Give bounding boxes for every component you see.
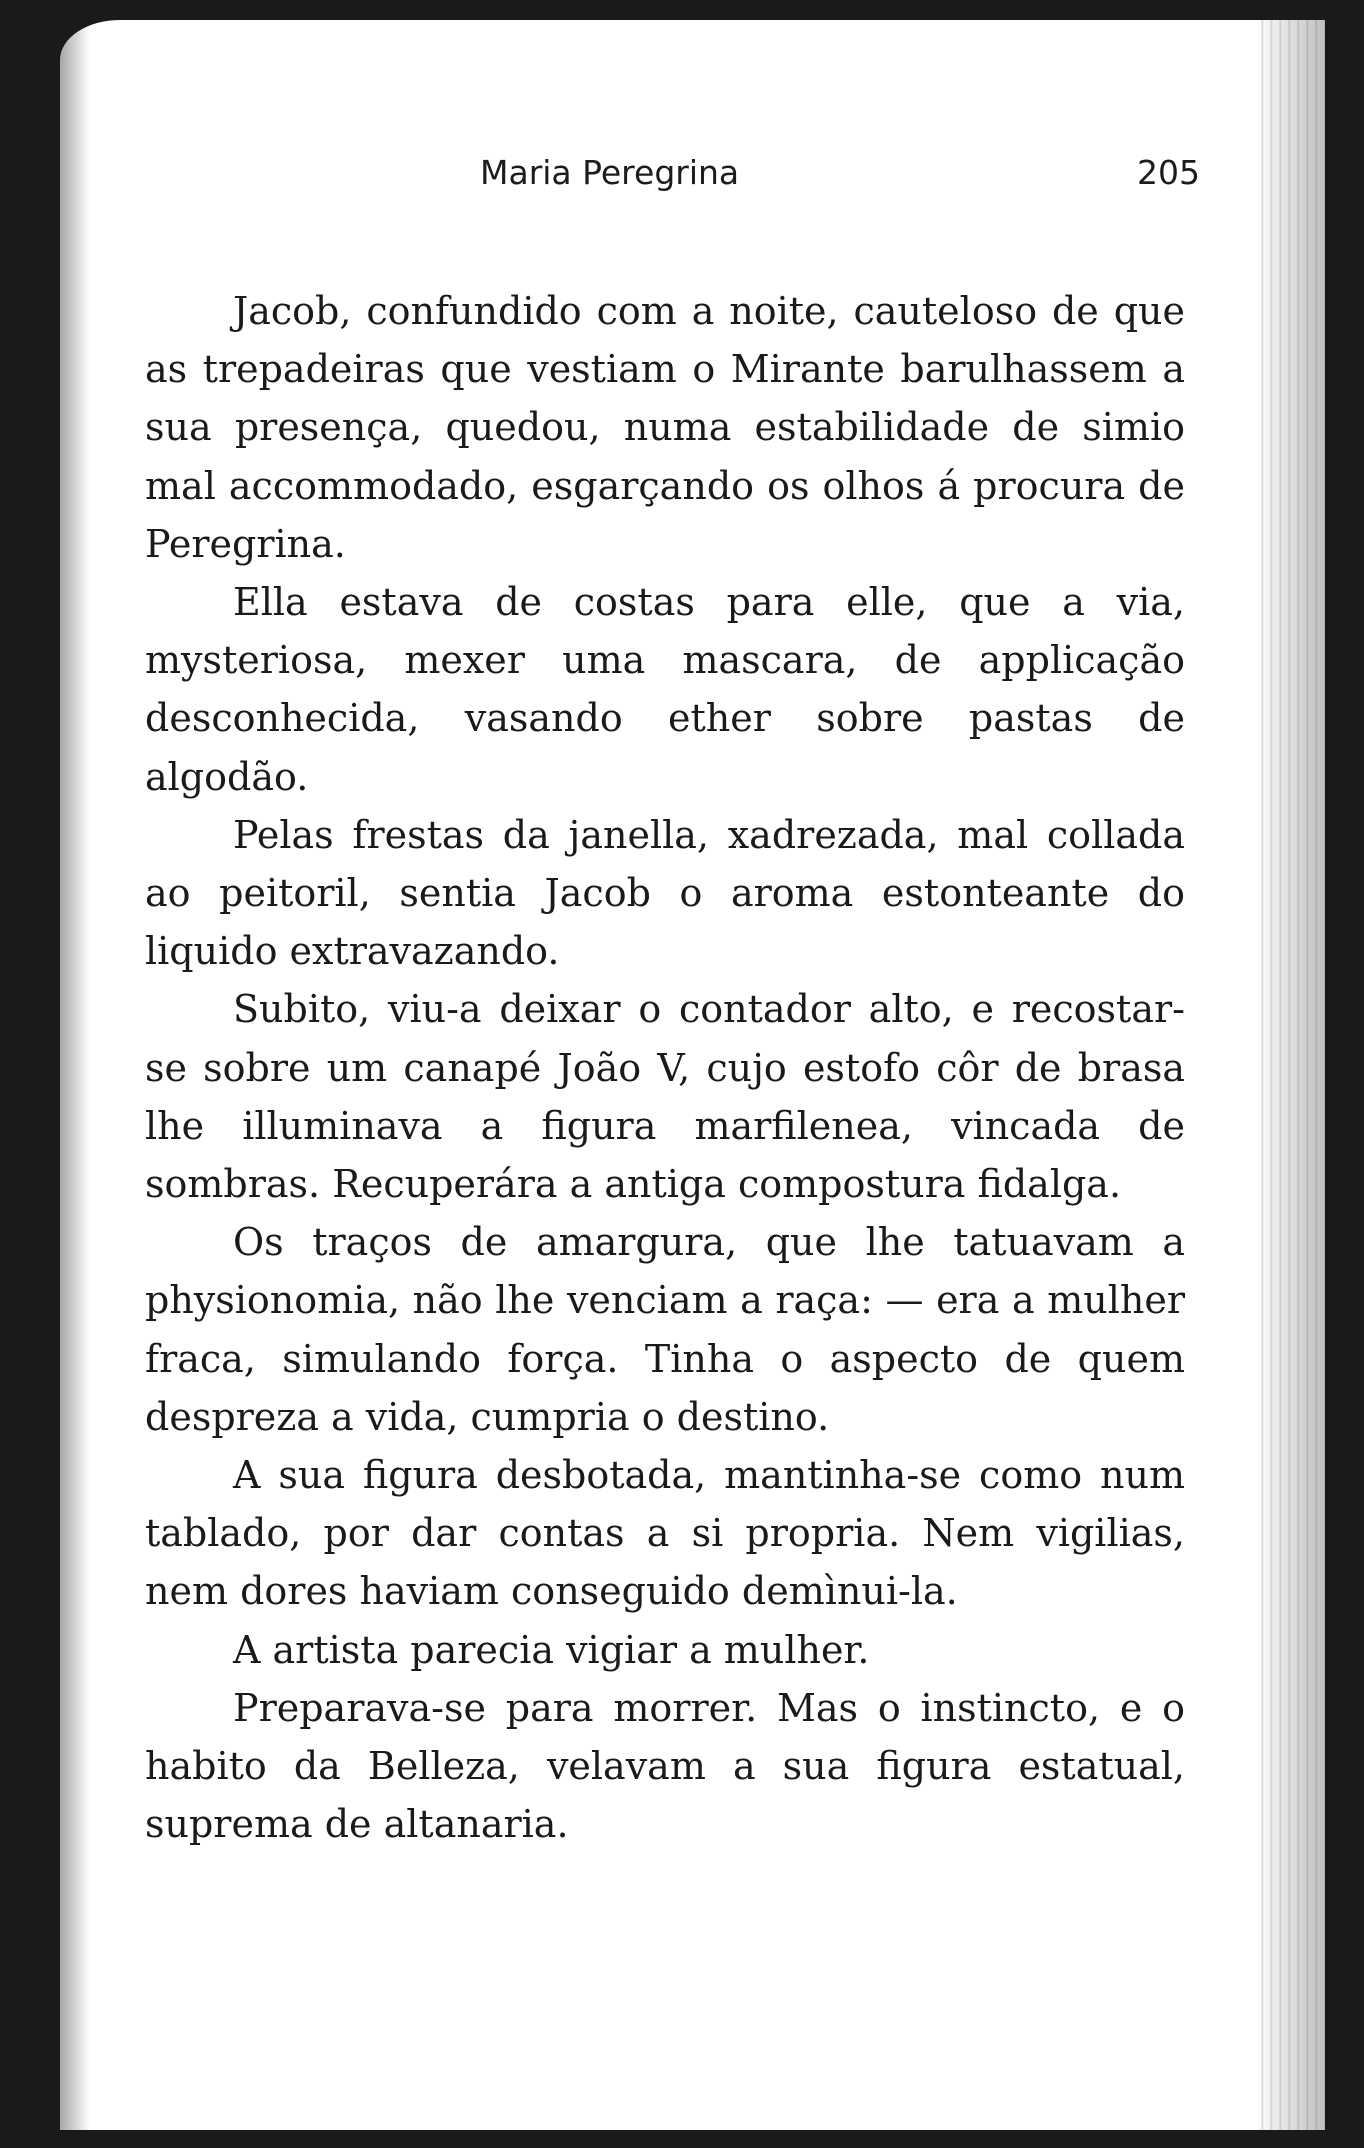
book-page (60, 20, 1325, 2130)
running-title: Maria Peregrina (480, 153, 740, 192)
paragraph: A artista parecia vigiar a mulher. (233, 1627, 870, 1672)
page-number: 205 (1137, 153, 1200, 192)
scan-edge-right (1255, 20, 1325, 2130)
paragraph: Pelas frestas da janella, xadrezada, mal collada ao peitoril, sentia Jacob o aroma estonteante do liquido extravazando. (145, 812, 1185, 974)
scan-edge-left (60, 20, 90, 2130)
body-text (145, 282, 1185, 1853)
running-header (480, 153, 1200, 213)
paragraph: A sua figura desbotada, mantinha-se como num tablado, por dar contas a si propria. Nem vigilias, nem dores haviam conseguido demìnui-la. (145, 1453, 1185, 1614)
paragraph: Jacob, confundido com a noite, cauteloso de que as trepadeiras que vestiam o Mirante barulhassem a sua presença, quedou, numa estabilidade de simio mal accommodado, esgarçando os olhos á procura de Peregrina. (145, 289, 1185, 566)
paragraph: Ella estava de costas para elle, que a via, mysteriosa, mexer uma mascara, de applicação desconhecida, vasando ether sobre pastas de algodão. (145, 580, 1185, 799)
paragraph: Preparava-se para morrer. Mas o instincto, e o habito da Belleza, velavam a sua figura estatual, suprema de altanaria. (145, 1685, 1185, 1847)
paragraph: Subito, viu-a deixar o contador alto, e recostar-se sobre um canapé João V, cujo estofo côr de brasa lhe illuminava a figura marfilenea, vincada de sombras. Recuperára a antiga compostura fidalga. (145, 987, 1185, 1207)
paragraph: Os traços de amargura, que lhe tatuavam a physionomia, não lhe venciam a raça: — era a mulher fraca, simulando força. Tinha o aspecto de quem despreza a vida, cumpria o destino. (145, 1220, 1185, 1439)
